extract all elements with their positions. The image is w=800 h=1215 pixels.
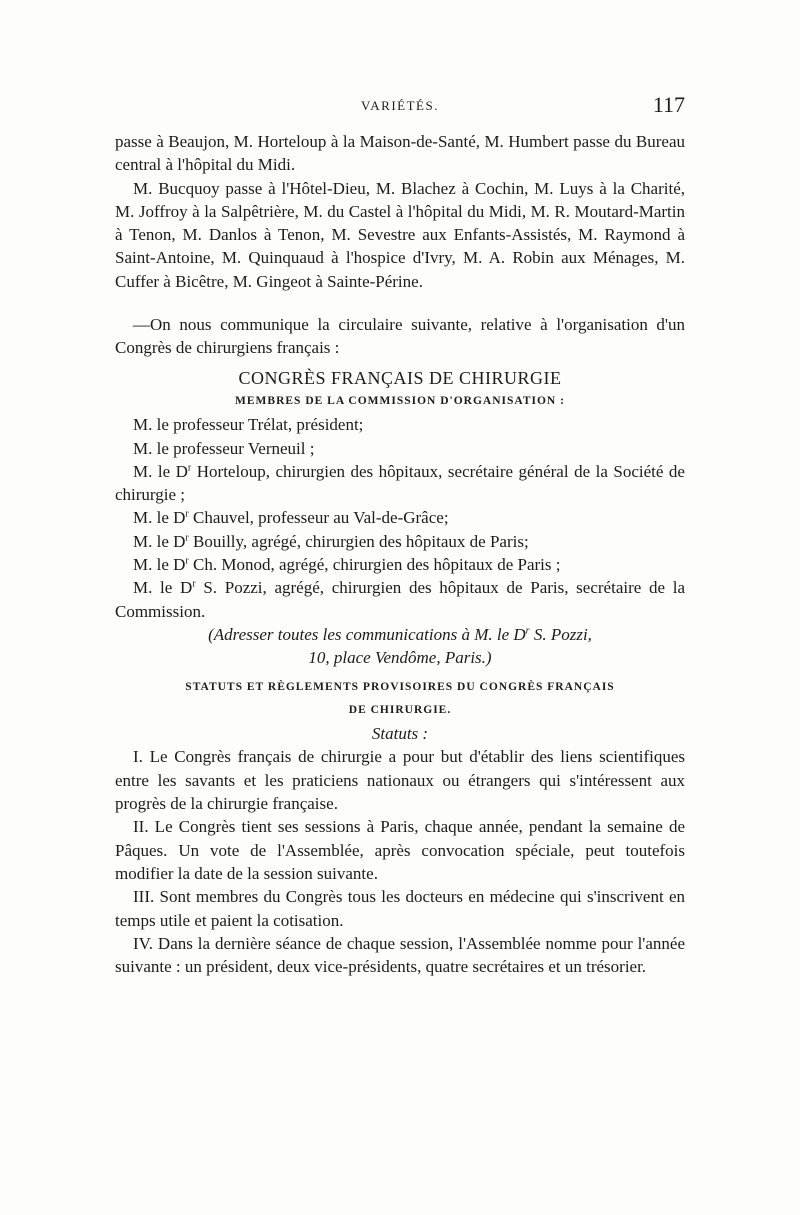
superscript: r	[185, 532, 189, 544]
member-prefix: M. le D	[133, 578, 193, 598]
member-prefix: M. le D	[133, 531, 186, 551]
running-head: VARIÉTÉS.	[361, 98, 439, 113]
superscript: r	[185, 555, 189, 567]
member-prefix: M. le D	[133, 555, 186, 575]
article-3: III. Sont membres du Congrès tous les docteurs en médecine qui s'inscrivent en temps utile et paient la cotisation.	[115, 887, 685, 930]
superscript: r	[185, 508, 189, 520]
member-text: Chauvel, professeur au Val-de-Grâce;	[188, 508, 449, 528]
member-text: Ch. Monod, agrégé, chirurgien des hôpitaux de Paris ;	[188, 555, 561, 575]
member-pozzi	[115, 576, 685, 623]
member-trelat: M. le professeur Trélat, président;	[133, 415, 364, 435]
statuts-heading-line-1: STATUTS ET RÈGLEMENTS PROVISOIRES DU CONGRÈS FRANÇAIS	[185, 680, 615, 693]
address-text: (Adresser toutes les communications à M. le D	[208, 624, 526, 644]
member-horteloup	[115, 460, 685, 507]
paragraph-appointments-end: passe à Beaujon, M. Horteloup à la Maison-de-Santé, M. Humbert passe du Bureau central à l'hôpital du Midi.	[115, 132, 685, 175]
commission-heading: MEMBRES DE LA COMMISSION D'ORGANISATION :	[235, 394, 565, 407]
member-text: Bouilly, agrégé, chirurgien des hôpitaux de Paris;	[188, 531, 529, 551]
member-chauvel	[115, 506, 685, 529]
statuts-subtitle: Statuts :	[371, 724, 429, 744]
member-verneuil: M. le professeur Verneuil ;	[133, 438, 315, 458]
member-prefix: M. le D	[133, 461, 188, 481]
member-text: S. Pozzi, agrégé, chirurgien des hôpitaux de Paris, secrétaire de la Commission.	[115, 578, 685, 621]
article-4: IV. Dans la dernière séance de chaque session, l'Assemblée nomme pour l'année suivante : un président, deux vice-présidents, quatre secrétaires et un trésorier.	[115, 933, 685, 977]
paragraph-circular-intro: —On nous communique la circulaire suivante, relative à l'organisation d'un Congrès de chirurgiens français :	[115, 315, 685, 358]
member-monod	[115, 553, 685, 576]
congres-title: CONGRÈS FRANÇAIS DE CHIRURGIE	[238, 367, 562, 388]
member-prefix: M. le D	[133, 508, 186, 528]
body-text	[115, 130, 685, 978]
statuts-heading-line-2: DE CHIRURGIE.	[348, 703, 452, 716]
spacer	[115, 293, 685, 313]
superscript: r	[187, 462, 192, 474]
page-number: 117	[652, 92, 685, 117]
address-line-1	[115, 623, 685, 646]
address-text: S. Pozzi,	[529, 624, 592, 644]
superscript: r	[192, 578, 196, 590]
article-2: II. Le Congrès tient ses sessions à Paris, chaque année, pendant la semaine de Pâques. Un vote de l'Assemblée, après convocation spéciale, peut toutefois modifier la date de la session suivante.	[115, 817, 685, 883]
page-header	[115, 92, 685, 122]
address-line-2: 10, place Vendôme, Paris.)	[308, 648, 492, 668]
member-text: Horteloup, chirurgien des hôpitaux, secrétaire général de la Société de chirurgie ;	[115, 461, 685, 505]
article-1: I. Le Congrès français de chirurgie a pour but d'établir des liens scientifiques entre les savants et les praticiens nationaux ou étrangers qui s'intéressent aux progrès de la chirurgie française.	[115, 747, 685, 814]
member-bouilly	[115, 530, 685, 553]
superscript: r	[525, 625, 530, 637]
paragraph-appointments: M. Bucquoy passe à l'Hôtel-Dieu, M. Blachez à Cochin, M. Luys à la Charité, M. Joffroy à la Salpêtrière, M. du Castel à l'hôpital du Midi, M. R. Moutard-Martin à Tenon, M. Danlos à Tenon, M. Sevestre aux Enfants-Assistés, M. Raymond à Saint-Antoine, M. Quinquaud à l'hospice d'Ivry, M. A. Robin aux Ménages, M. Cuffer à Bicêtre, M. Gingeot à Sainte-Périne.	[115, 178, 685, 291]
